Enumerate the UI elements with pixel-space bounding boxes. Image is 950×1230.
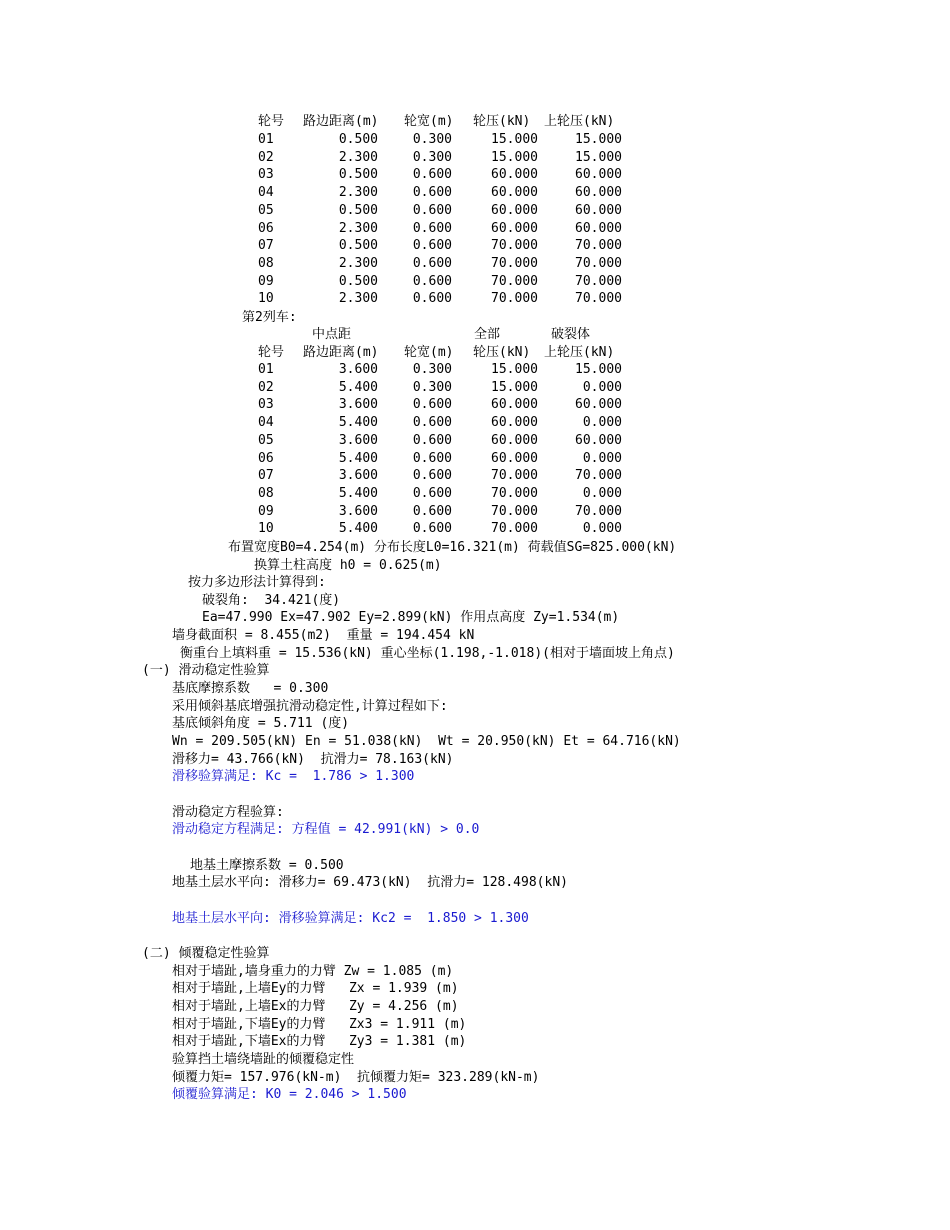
cell-upper-pressure: 70.000 — [575, 255, 622, 271]
cell-distance: 5.400 — [338, 450, 378, 466]
cell-wheel-no: 10 — [258, 291, 274, 307]
cell-pressure: 15.000 — [491, 149, 538, 165]
cell-upper-pressure: 60.000 — [575, 185, 622, 201]
cell-width: 0.600 — [412, 468, 452, 484]
table-row — [0, 131, 700, 148]
cell-width: 0.600 — [412, 273, 452, 289]
cell-width: 0.600 — [412, 397, 452, 413]
cell-pressure: 60.000 — [491, 450, 538, 466]
cell-width: 0.600 — [412, 291, 452, 307]
table-row — [0, 379, 700, 396]
cell-upper-pressure: 15.000 — [575, 362, 622, 377]
cell-upper-pressure: 0.000 — [582, 450, 622, 466]
eq-title-line: 滑动稳定方程验算: — [172, 805, 284, 820]
cell-distance: 0.500 — [338, 202, 378, 218]
cell-wheel-no: 03 — [258, 167, 274, 183]
cell-width: 0.300 — [412, 362, 452, 377]
cell-upper-pressure: 60.000 — [575, 397, 622, 413]
cell-pressure: 70.000 — [491, 503, 538, 519]
cell-width: 0.600 — [412, 521, 452, 537]
kc2-result-line: 地基土层水平向: 滑移验算满足: Kc2 = 1.850 > 1.300 — [172, 911, 529, 926]
train2-header — [0, 344, 700, 361]
cell-pressure: 70.000 — [491, 291, 538, 307]
section-overturning-title: (二) 倾覆稳定性验算 — [142, 946, 270, 961]
cell-upper-pressure: 15.000 — [575, 132, 622, 147]
cell-upper-pressure: 0.000 — [582, 379, 622, 395]
mu-line: 基底摩擦系数 = 0.300 — [172, 681, 329, 696]
cell-distance: 2.300 — [338, 220, 378, 236]
cell-pressure: 60.000 — [491, 397, 538, 413]
k0-result-line: 倾覆验算满足: K0 = 2.046 > 1.500 — [172, 1087, 407, 1102]
cell-distance: 5.400 — [338, 379, 378, 395]
wall-area-line: 墙身截面积 = 8.455(m2) 重量 = 194.454 kN — [172, 628, 475, 643]
cell-width: 0.600 — [412, 202, 452, 218]
kc-result-line: 滑移验算满足: Kc = 1.786 > 1.300 — [172, 769, 415, 784]
header-top-midpoint: 中点距 — [312, 327, 352, 342]
cell-width: 0.600 — [412, 185, 452, 201]
cell-upper-pressure: 60.000 — [575, 432, 622, 448]
cell-distance: 3.600 — [338, 432, 378, 448]
cell-pressure: 60.000 — [491, 220, 538, 236]
table-row — [0, 396, 700, 413]
table-row — [0, 166, 700, 183]
cell-distance: 2.300 — [338, 185, 378, 201]
cell-pressure: 60.000 — [491, 432, 538, 448]
cell-pressure: 60.000 — [491, 202, 538, 218]
h0-line: 换算土柱高度 h0 = 0.625(m) — [254, 558, 442, 573]
table-row — [0, 432, 700, 449]
cell-width: 0.600 — [412, 255, 452, 271]
cell-width: 0.300 — [412, 379, 452, 395]
cell-width: 0.600 — [412, 503, 452, 519]
header-distance: 路边距离(m) — [303, 345, 379, 360]
cell-pressure: 70.000 — [491, 468, 538, 484]
tilt-angle-line: 基底倾斜角度 = 5.711 (度) — [172, 716, 350, 731]
cell-pressure: 60.000 — [491, 167, 538, 183]
cell-width: 0.600 — [412, 415, 452, 431]
cell-wheel-no: 06 — [258, 220, 274, 236]
header-top-total: 全部 — [474, 327, 501, 342]
ea-line: Ea=47.990 Ex=47.902 Ey=2.899(kN) 作用点高度 Zy=1.534(m) — [202, 610, 620, 625]
zw-line: 相对于墙趾,墙身重力的力臂 Zw = 1.085 (m) — [172, 964, 454, 979]
table-row — [0, 485, 700, 502]
overturning-moment-line: 倾覆力矩= 157.976(kN-m) 抗倾覆力矩= 323.289(kN-m) — [172, 1070, 540, 1085]
cell-wheel-no: 09 — [258, 273, 274, 289]
table-row — [0, 503, 700, 520]
table-row — [0, 237, 700, 254]
header-width: 轮宽(m) — [404, 114, 454, 129]
cell-upper-pressure: 60.000 — [575, 202, 622, 218]
header-wheel-no: 轮号 — [258, 345, 285, 360]
cell-width: 0.300 — [412, 132, 452, 147]
wn-line: Wn = 209.505(kN) En = 51.038(kN) Wt = 20.950(kN) Et = 64.716(kN) — [172, 734, 681, 749]
zy3-line: 相对于墙趾,下墙Ex的力臂 Zy3 = 1.381 (m) — [172, 1034, 467, 1049]
train2-header-top — [0, 326, 700, 343]
cell-wheel-no: 08 — [258, 255, 274, 271]
angle-line: 破裂角: 34.421(度) — [202, 593, 341, 608]
cell-distance: 0.500 — [338, 167, 378, 183]
cell-distance: 3.600 — [338, 503, 378, 519]
cell-distance: 3.600 — [338, 397, 378, 413]
cell-wheel-no: 03 — [258, 397, 274, 413]
cell-distance: 0.500 — [338, 238, 378, 254]
cell-pressure: 70.000 — [491, 238, 538, 254]
polygon-line: 按力多边形法计算得到: — [188, 575, 326, 590]
zy-line: 相对于墙趾,上墙Ex的力臂 Zy = 4.256 (m) — [172, 999, 459, 1014]
cell-wheel-no: 05 — [258, 432, 274, 448]
cell-upper-pressure: 70.000 — [575, 503, 622, 519]
cell-upper-pressure: 70.000 — [575, 273, 622, 289]
cell-wheel-no: 10 — [258, 521, 274, 537]
cell-distance: 3.600 — [338, 362, 378, 377]
table-row — [0, 184, 700, 201]
cell-pressure: 70.000 — [491, 521, 538, 537]
table-row — [0, 414, 700, 431]
header-pressure: 轮压(kN) — [473, 114, 531, 129]
cell-upper-pressure: 60.000 — [575, 167, 622, 183]
table-row — [0, 255, 700, 272]
section-sliding-title: (一) 滑动稳定性验算 — [142, 663, 270, 678]
cell-wheel-no: 05 — [258, 202, 274, 218]
cell-upper-pressure: 15.000 — [575, 149, 622, 165]
cell-pressure: 15.000 — [491, 132, 538, 147]
cell-upper-pressure: 0.000 — [582, 415, 622, 431]
train2-title: 第2列车: — [242, 310, 297, 325]
zx-line: 相对于墙趾,上墙Ey的力臂 Zx = 1.939 (m) — [172, 981, 459, 996]
cell-distance: 0.500 — [338, 132, 378, 147]
cell-pressure: 60.000 — [491, 185, 538, 201]
cell-distance: 3.600 — [338, 468, 378, 484]
slide-force-line: 滑移力= 43.766(kN) 抗滑力= 78.163(kN) — [172, 752, 454, 767]
table-row — [0, 290, 700, 307]
eq-result-line: 滑动稳定方程满足: 方程值 = 42.991(kN) > 0.0 — [172, 822, 480, 837]
cell-width: 0.600 — [412, 220, 452, 236]
train1-header — [0, 113, 700, 130]
cell-pressure: 70.000 — [491, 485, 538, 501]
soil-force-line: 地基土层水平向: 滑移力= 69.473(kN) 抗滑力= 128.498(kN) — [172, 875, 568, 890]
table-row — [0, 361, 700, 378]
cell-width: 0.600 — [412, 238, 452, 254]
cell-wheel-no: 02 — [258, 149, 274, 165]
cell-pressure: 15.000 — [491, 362, 538, 377]
cell-upper-pressure: 0.000 — [582, 521, 622, 537]
cell-distance: 0.500 — [338, 273, 378, 289]
table-row — [0, 220, 700, 237]
cell-wheel-no: 07 — [258, 468, 274, 484]
cell-width: 0.300 — [412, 149, 452, 165]
table-row — [0, 202, 700, 219]
header-top-rupture: 破裂体 — [551, 327, 591, 342]
cell-upper-pressure: 0.000 — [582, 485, 622, 501]
header-distance: 路边距离(m) — [303, 114, 379, 129]
cell-wheel-no: 01 — [258, 362, 274, 377]
cell-distance: 2.300 — [338, 255, 378, 271]
cell-distance: 5.400 — [338, 521, 378, 537]
cell-wheel-no: 01 — [258, 132, 274, 147]
overturning-title-line: 验算挡土墙绕墙趾的倾覆稳定性 — [172, 1052, 355, 1067]
table-row — [0, 450, 700, 467]
cell-distance: 5.400 — [338, 485, 378, 501]
header-width: 轮宽(m) — [404, 345, 454, 360]
cell-distance: 2.300 — [338, 149, 378, 165]
cell-pressure: 15.000 — [491, 379, 538, 395]
fill-line: 衡重台上填料重 = 15.536(kN) 重心坐标(1.198,-1.018)(相对于墙面坡上角点) — [180, 646, 675, 661]
cell-wheel-no: 04 — [258, 185, 274, 201]
cell-upper-pressure: 70.000 — [575, 291, 622, 307]
soil-mu-line: 地基土摩擦系数 = 0.500 — [190, 858, 344, 873]
header-wheel-no: 轮号 — [258, 114, 285, 129]
cell-wheel-no: 04 — [258, 415, 274, 431]
cell-width: 0.600 — [412, 432, 452, 448]
table-row — [0, 273, 700, 290]
cell-upper-pressure: 60.000 — [575, 220, 622, 236]
cell-pressure: 70.000 — [491, 273, 538, 289]
cell-wheel-no: 09 — [258, 503, 274, 519]
table-row — [0, 520, 700, 537]
cell-distance: 5.400 — [338, 415, 378, 431]
header-pressure: 轮压(kN) — [473, 345, 531, 360]
cell-width: 0.600 — [412, 167, 452, 183]
cell-pressure: 70.000 — [491, 255, 538, 271]
layout-line: 布置宽度B0=4.254(m) 分布长度L0=16.321(m) 荷载值SG=825.000(kN) — [228, 540, 677, 555]
cell-wheel-no: 06 — [258, 450, 274, 466]
cell-wheel-no: 07 — [258, 238, 274, 254]
cell-width: 0.600 — [412, 450, 452, 466]
cell-width: 0.600 — [412, 485, 452, 501]
cell-upper-pressure: 70.000 — [575, 468, 622, 484]
tilt-note-line: 采用倾斜基底增强抗滑动稳定性,计算过程如下: — [172, 699, 448, 714]
cell-pressure: 60.000 — [491, 415, 538, 431]
cell-wheel-no: 08 — [258, 485, 274, 501]
cell-upper-pressure: 70.000 — [575, 238, 622, 254]
cell-distance: 2.300 — [338, 291, 378, 307]
header-upper-pressure: 上轮压(kN) — [544, 114, 615, 129]
table-row — [0, 149, 700, 166]
table-row — [0, 467, 700, 484]
cell-wheel-no: 02 — [258, 379, 274, 395]
zx3-line: 相对于墙趾,下墙Ey的力臂 Zx3 = 1.911 (m) — [172, 1017, 467, 1032]
header-upper-pressure: 上轮压(kN) — [544, 345, 615, 360]
